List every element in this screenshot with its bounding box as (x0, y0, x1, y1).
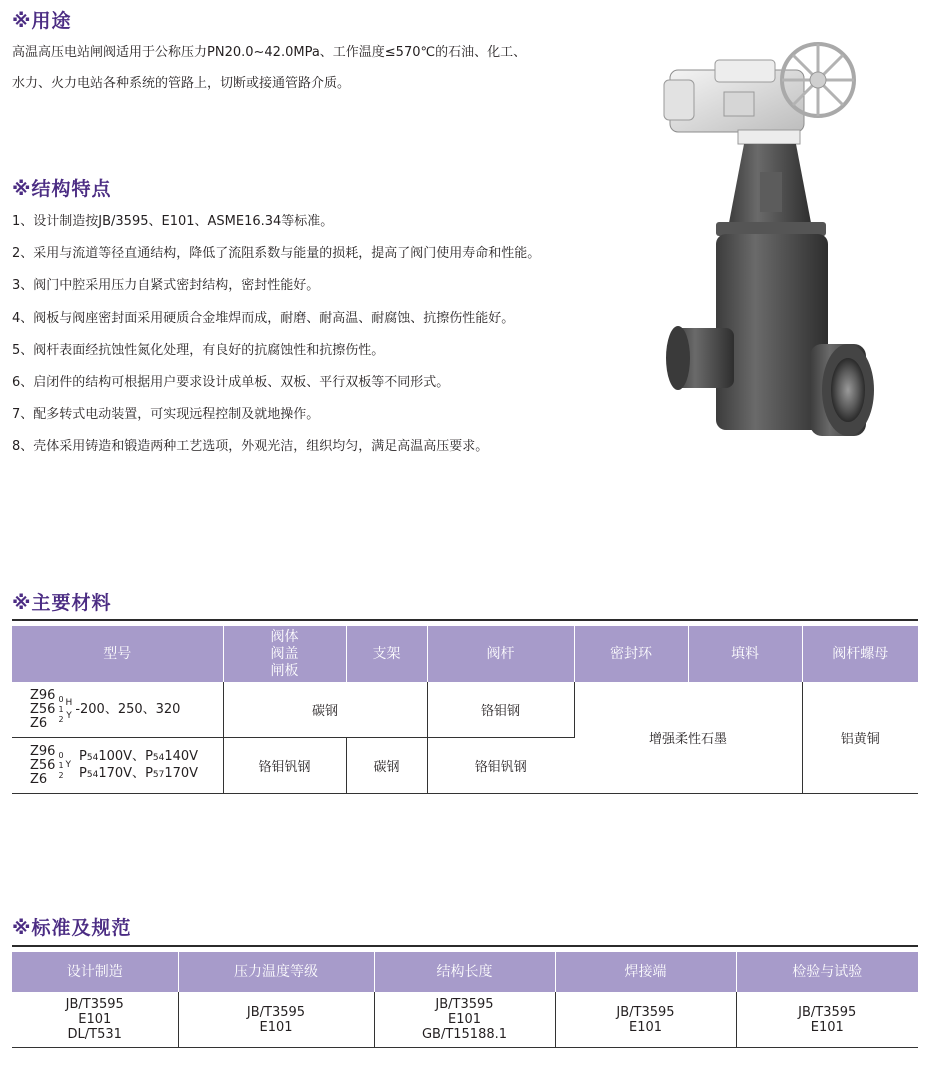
spec-sub: 54 (152, 752, 165, 763)
model-spec-line (79, 766, 198, 783)
standard-code: JB/T3595 (798, 1004, 857, 1020)
spec-sub: 57 (152, 769, 165, 780)
header-model: 型号 (12, 626, 223, 682)
model-cell (12, 738, 223, 794)
header-weld-end: 焊接端 (555, 952, 736, 992)
standards-table (12, 952, 918, 1048)
header-body-line: 阀体 (270, 628, 299, 645)
standards-cell (178, 992, 374, 1048)
feature-item: 2、采用与流道等径直通结构，降低了流阻系数与能量的损耗，提高了阀门使用寿命和性能。 (12, 246, 541, 262)
materials-table (12, 626, 918, 794)
usage-line-1: 高温高压电站闸阀适用于公称压力PN20.0~42.0MPa、工作温度≤570℃的石油、化工、 (12, 45, 527, 60)
spec-sub: 54 (86, 752, 99, 763)
standard-code: GB/T15188.1 (421, 1027, 508, 1042)
stem-cell: 铬钼钒钢 (427, 738, 574, 794)
spec-val: 140V (164, 748, 199, 764)
model-code: Z6 (30, 771, 48, 787)
feature-item: 6、启闭件的结构可根据用户要求设计成单板、双板、平行双板等不同形式。 (12, 374, 450, 390)
seal-packing-cell: 增强柔性石墨 (574, 682, 802, 794)
materials-heading: ※主要材料 (12, 592, 112, 614)
feature-item: 1、设计制造按JB/3595、E101、ASME16.34等标准。 (12, 214, 334, 229)
header-body-line: 闸板 (270, 662, 299, 679)
model-index: 1 (58, 704, 64, 714)
model-code: Z56 (30, 701, 56, 717)
header-pressure-temp: 压力温度等级 (178, 952, 374, 992)
header-body (223, 626, 346, 682)
features-list (12, 206, 540, 464)
standards-cell (736, 992, 918, 1048)
materials-divider (12, 619, 918, 621)
standards-cell (555, 992, 736, 1048)
standard-code: JB/T3595 (246, 1004, 306, 1020)
model-code: Z96 (30, 687, 56, 703)
header-inspection: 检验与试验 (736, 952, 918, 992)
model-code: Z6 (30, 715, 48, 731)
standards-heading: ※标准及规范 (12, 917, 132, 939)
model-index: 2 (58, 770, 64, 780)
model-pressure: -200、250、320 (75, 701, 181, 717)
standard-code: E101 (78, 1012, 112, 1027)
spec-prefix: P (145, 765, 153, 781)
header-bracket: 支架 (346, 626, 427, 682)
model-index: 0 (58, 694, 64, 704)
spec-val: 100V、 (98, 748, 146, 764)
table-row (12, 682, 918, 738)
standard-code: JB/T3595 (435, 997, 494, 1012)
model-code: Z56 (30, 757, 56, 773)
header-stem-nut: 阀杆螺母 (802, 626, 918, 682)
spec-sub: 54 (86, 769, 99, 780)
model-suffix: Y (65, 760, 72, 770)
spec-val: 170V (164, 765, 199, 781)
standard-code: JB/T3595 (616, 1004, 675, 1020)
standards-header-row (12, 952, 918, 992)
usage-heading: ※用途 (12, 10, 72, 32)
table-row (12, 992, 918, 1048)
standard-code: E101 (259, 1019, 293, 1035)
model-index: 1 (58, 760, 64, 770)
model-suffix: Y (66, 710, 72, 721)
model-spec-line (79, 749, 198, 766)
feature-item: 5、阀杆表面经抗蚀性氮化处理，有良好的抗腐蚀性和抗擦伤性。 (12, 342, 385, 358)
standards-divider (12, 945, 918, 947)
spec-prefix: P (145, 748, 153, 764)
model-suffix: H (65, 697, 73, 708)
standard-code: E101 (810, 1019, 844, 1035)
body-bracket-cell: 碳钢 (223, 682, 427, 738)
standard-code: E101 (628, 1019, 663, 1035)
header-seal-ring: 密封环 (574, 626, 688, 682)
feature-item: 3、阀门中腔采用压力自紧式密封结构，密封性能好。 (12, 278, 320, 294)
standards-cell (12, 992, 178, 1048)
standard-code: JB/T3595 (65, 997, 124, 1012)
valve-photo (660, 22, 882, 450)
feature-item: 7、配多转式电动装置，可实现远程控制及就地操作。 (12, 407, 320, 423)
feature-item: 4、阀板与阀座密封面采用硬质合金堆焊而成，耐磨、耐高温、耐腐蚀、抗擦伤性能好。 (12, 310, 515, 326)
header-length: 结构长度 (374, 952, 555, 992)
spec-prefix: P (79, 765, 87, 781)
body-cell: 铬钼钒钢 (223, 738, 346, 794)
stem-nut-cell: 铝黄铜 (802, 682, 918, 794)
feature-item: 8、壳体采用铸造和锻造两种工艺选项，外观光洁，组织均匀，满足高温高压要求。 (12, 439, 489, 455)
spec-prefix: P (79, 748, 87, 764)
stem-cell: 铬钼钢 (427, 682, 574, 738)
spec-val: 170V、 (98, 765, 146, 781)
model-index: 2 (58, 714, 64, 724)
header-stem: 阀杆 (427, 626, 574, 682)
header-packing: 填料 (688, 626, 802, 682)
header-design: 设计制造 (12, 952, 178, 992)
bracket-cell: 碳钢 (346, 738, 427, 794)
materials-header-row (12, 626, 918, 682)
standard-code: E101 (447, 1012, 482, 1027)
model-cell (12, 682, 223, 738)
model-code: Z96 (30, 743, 56, 759)
standards-cell (374, 992, 555, 1048)
standard-code: DL/T531 (67, 1027, 122, 1042)
features-heading: ※结构特点 (12, 178, 112, 200)
model-index: 0 (58, 750, 64, 760)
usage-line-2: 水力、火力电站各种系统的管路上，切断或接通管路介质。 (12, 76, 351, 91)
header-body-line: 阀盖 (270, 645, 299, 662)
